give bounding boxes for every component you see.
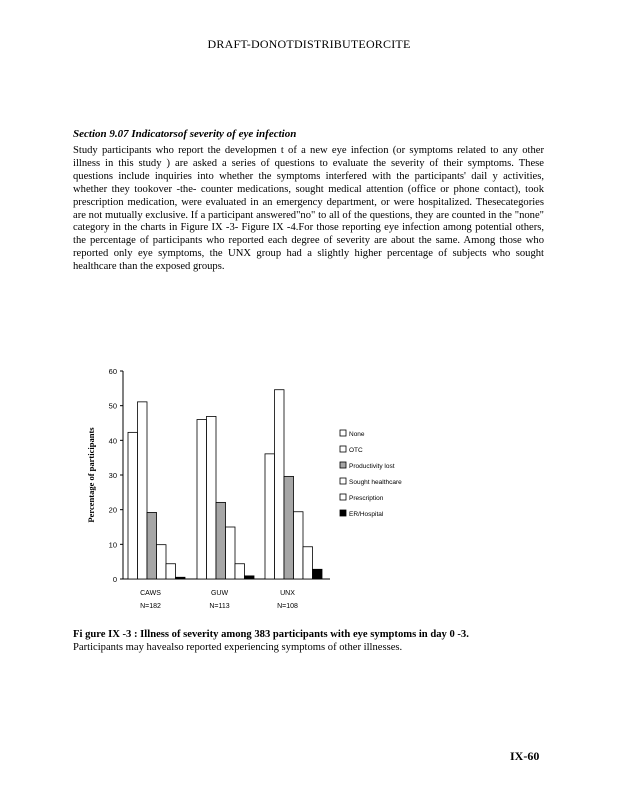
y-tick-label: 20 — [108, 505, 117, 515]
page-number: IX-60 — [510, 749, 540, 763]
figure-label: Fi gure IX -3 : Illness of severity among 383 participants with eye symptoms in day 0 -3. — [73, 629, 469, 640]
bar-caws-5 — [166, 564, 176, 579]
legend-swatch — [340, 510, 346, 516]
legend-swatch — [340, 462, 346, 468]
bar-unx-2 — [275, 390, 285, 579]
bar-unx-3 — [284, 476, 294, 579]
section-heading: Section 9.07 Indicatorsof severity of eye infection — [73, 128, 297, 140]
bar-guw-1 — [197, 420, 207, 579]
x-category-label: GUW — [210, 590, 229, 597]
bar-guw-2 — [207, 416, 217, 579]
legend-swatch — [340, 430, 346, 436]
bar-guw-5 — [235, 564, 245, 579]
x-category-sublabel: N=113 — [209, 603, 230, 610]
y-tick-label: 10 — [108, 540, 117, 550]
bar-caws-2 — [138, 402, 148, 579]
legend-label: None — [349, 431, 365, 438]
legend-swatch — [340, 446, 346, 452]
figure-caption — [73, 628, 544, 654]
figure-note: Participants may havealso reported experiencing symptoms of other illnesses. — [73, 642, 403, 653]
bar-unx-5 — [303, 547, 313, 579]
bar-caws-6 — [176, 577, 186, 579]
legend-swatch — [340, 494, 346, 500]
draft-header: DRAFT-DONOTDISTRIBUTEORCITE — [207, 37, 411, 51]
plot-area — [86, 367, 330, 610]
severity-bar-chart — [60, 360, 480, 620]
x-category-label: UNX — [280, 590, 295, 597]
bar-unx-6 — [313, 569, 323, 579]
y-tick-label: 0 — [112, 575, 117, 584]
chart-legend — [340, 430, 402, 518]
bar-guw-4 — [226, 527, 236, 579]
legend-label: OTC — [349, 447, 363, 454]
legend-label: Sought healthcare — [349, 479, 402, 486]
bar-guw-3 — [216, 502, 226, 579]
legend-label: ER/Hospital — [349, 511, 384, 518]
y-tick-label: 60 — [108, 367, 117, 376]
bar-caws-4 — [157, 545, 167, 579]
x-category-sublabel: N=182 — [140, 603, 161, 610]
legend-label: Productivity lost — [349, 463, 395, 470]
section-paragraph: Study participants who report the developmen t of a new eye infection (or symptoms related to any other illness in this study ) are asked a series of questions to evaluate the severity of their symptoms. These questions include inquiries into whether the symptoms interfered with the participants' dail y activities, whether they tookover -the- counter medications, sought medical attention (office or phone contact), took prescription medication, were evaluated in an emergency department, or were hospitalized. Thesecategories are not mutually exclusive. If a participant answered"no" to all of the questions, they are counted in the "none" category in the charts in Figure IX -3- Figure IX -4.For those reporting eye infection among potential others, the percentage of participants who reported each degree of severity are about the same. Among those who reported only eye symptoms, the UNX group had a slightly higher percentage of subjects who sought healthcare than the exposed groups. — [73, 145, 544, 273]
bar-guw-6 — [245, 576, 255, 579]
y-tick-label: 30 — [108, 471, 117, 480]
bar-unx-4 — [294, 512, 304, 579]
legend-swatch — [340, 478, 346, 484]
bar-caws-3 — [147, 512, 157, 579]
x-category-sublabel: N=108 — [277, 603, 298, 610]
x-category-label: CAWS — [140, 590, 161, 597]
y-axis-label: Percentage of participants — [86, 427, 96, 523]
y-tick-label: 50 — [108, 401, 117, 411]
legend-label: Prescription — [349, 495, 384, 502]
y-tick-label: 40 — [108, 436, 117, 446]
bar-caws-1 — [128, 432, 138, 579]
bar-unx-1 — [265, 454, 275, 579]
